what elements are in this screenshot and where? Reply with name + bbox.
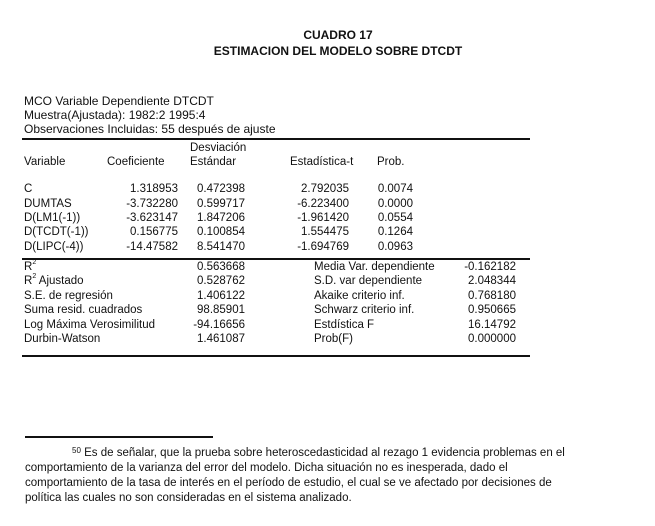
header-estandar: Estándar	[190, 156, 237, 168]
stat-value: 0.768180	[468, 290, 516, 302]
sample-line: Muestra(Ajustada): 1982:2 1995:4	[24, 108, 206, 122]
header-desviacion: Desviación	[190, 142, 247, 154]
row-coeficiente: 1.318953	[130, 183, 178, 195]
stat-label: Schwarz criterio inf.	[314, 304, 415, 316]
bottom-rule	[22, 355, 530, 357]
table-title: ESTIMACION DEL MODELO SOBRE DTCDT	[213, 44, 463, 58]
row-prob: 0.0554	[377, 212, 413, 224]
row-prob: 0.0000	[377, 198, 413, 210]
row-estadistica-t: 1.554475	[301, 226, 349, 238]
table-number: CUADRO 17	[303, 28, 373, 42]
stat-label: Suma resid. cuadrados	[24, 304, 143, 316]
stat-label: Durbin-Watson	[24, 333, 101, 345]
row-desviacion: 0.472398	[197, 183, 245, 195]
row-desviacion: 8.541470	[197, 241, 245, 253]
observations-line: Observaciones Incluidas: 55 después de ajuste	[24, 122, 276, 136]
stat-value: 2.048344	[468, 275, 516, 287]
footnote-line-3: comportamiento de la tasa de interés en el período de estudio, el cual se ve afectado por decisiones de	[25, 477, 552, 489]
stat-label	[24, 275, 84, 287]
stat-value: 0.950665	[468, 304, 516, 316]
row-coeficiente: 0.156775	[130, 226, 178, 238]
stat-value: 0.000000	[468, 333, 516, 345]
stat-label: S.D. var dependiente	[314, 275, 423, 287]
row-estadistica-t: -1.694769	[297, 241, 349, 253]
top-rule	[22, 138, 530, 140]
stat-value: 0.528762	[197, 275, 245, 287]
middle-rule	[22, 258, 530, 260]
stat-label: Log Máxima Verosimilitud	[24, 319, 156, 331]
row-variable: D(TCDT(-1))	[24, 226, 89, 238]
footnote-number: 50	[72, 446, 81, 455]
row-prob: 0.0963	[377, 241, 413, 253]
header-prob: Prob.	[377, 156, 405, 168]
stat-label-prefix: R	[24, 275, 33, 287]
row-variable: DUMTAS	[24, 198, 72, 210]
footnote-line-1	[25, 446, 637, 461]
header-coeficiente: Coeficiente	[107, 156, 165, 168]
stat-value: -94.16656	[193, 319, 245, 331]
stat-value: 1.406122	[197, 290, 245, 302]
stat-value: 1.461087	[197, 333, 245, 345]
row-coeficiente: -14.47582	[126, 241, 178, 253]
row-estadistica-t: -1.961420	[297, 212, 349, 224]
stat-value: -0.162182	[464, 261, 516, 273]
row-desviacion: 0.599717	[197, 198, 245, 210]
row-coeficiente: -3.732280	[126, 198, 178, 210]
row-variable: D(LIPC(-4))	[24, 241, 84, 253]
footnote-line-2: comportamiento de la varianza del error del modelo. Dicha situación no es inesperada, dado el	[25, 462, 508, 474]
stat-label-text: R	[24, 261, 33, 273]
row-desviacion: 1.847206	[197, 212, 245, 224]
stat-label: Prob(F)	[314, 333, 353, 345]
dependent-variable-line: MCO Variable Dependiente DTCDT	[24, 94, 214, 108]
row-estadistica-t: 2.792035	[301, 183, 349, 195]
stat-label	[24, 261, 36, 273]
stat-label-text: Ajustado	[36, 275, 84, 287]
stat-label: Akaike criterio inf.	[314, 290, 405, 302]
row-variable: C	[24, 183, 33, 195]
header-estadistica-t: Estadística-t	[290, 156, 354, 168]
stat-value: 0.563668	[197, 261, 245, 273]
stat-value: 98.85901	[197, 304, 245, 316]
row-coeficiente: -3.623147	[126, 212, 178, 224]
stat-label: Media Var. dependiente	[314, 261, 435, 273]
row-prob: 0.0074	[377, 183, 413, 195]
footnote-line-4: política las cuales no son consideradas en el sistema analizado.	[25, 492, 352, 504]
header-variable: Variable	[24, 156, 66, 168]
row-estadistica-t: -6.223400	[297, 198, 349, 210]
footnote-separator	[25, 436, 213, 438]
row-prob: 0.1264	[377, 226, 413, 238]
row-desviacion: 0.100854	[197, 226, 245, 238]
superscript: 2	[32, 273, 37, 280]
superscript: 2	[32, 259, 37, 266]
stat-label: S.E. de regresión	[24, 290, 113, 302]
stat-value: 16.14792	[468, 319, 516, 331]
footnote-text-1: Es de señalar, que la prueba sobre heteroscedasticidad al rezago 1 evidencia problemas en el	[84, 447, 565, 459]
row-variable: D(LM1(-1))	[24, 212, 81, 224]
stat-label: Estdística F	[314, 319, 375, 331]
